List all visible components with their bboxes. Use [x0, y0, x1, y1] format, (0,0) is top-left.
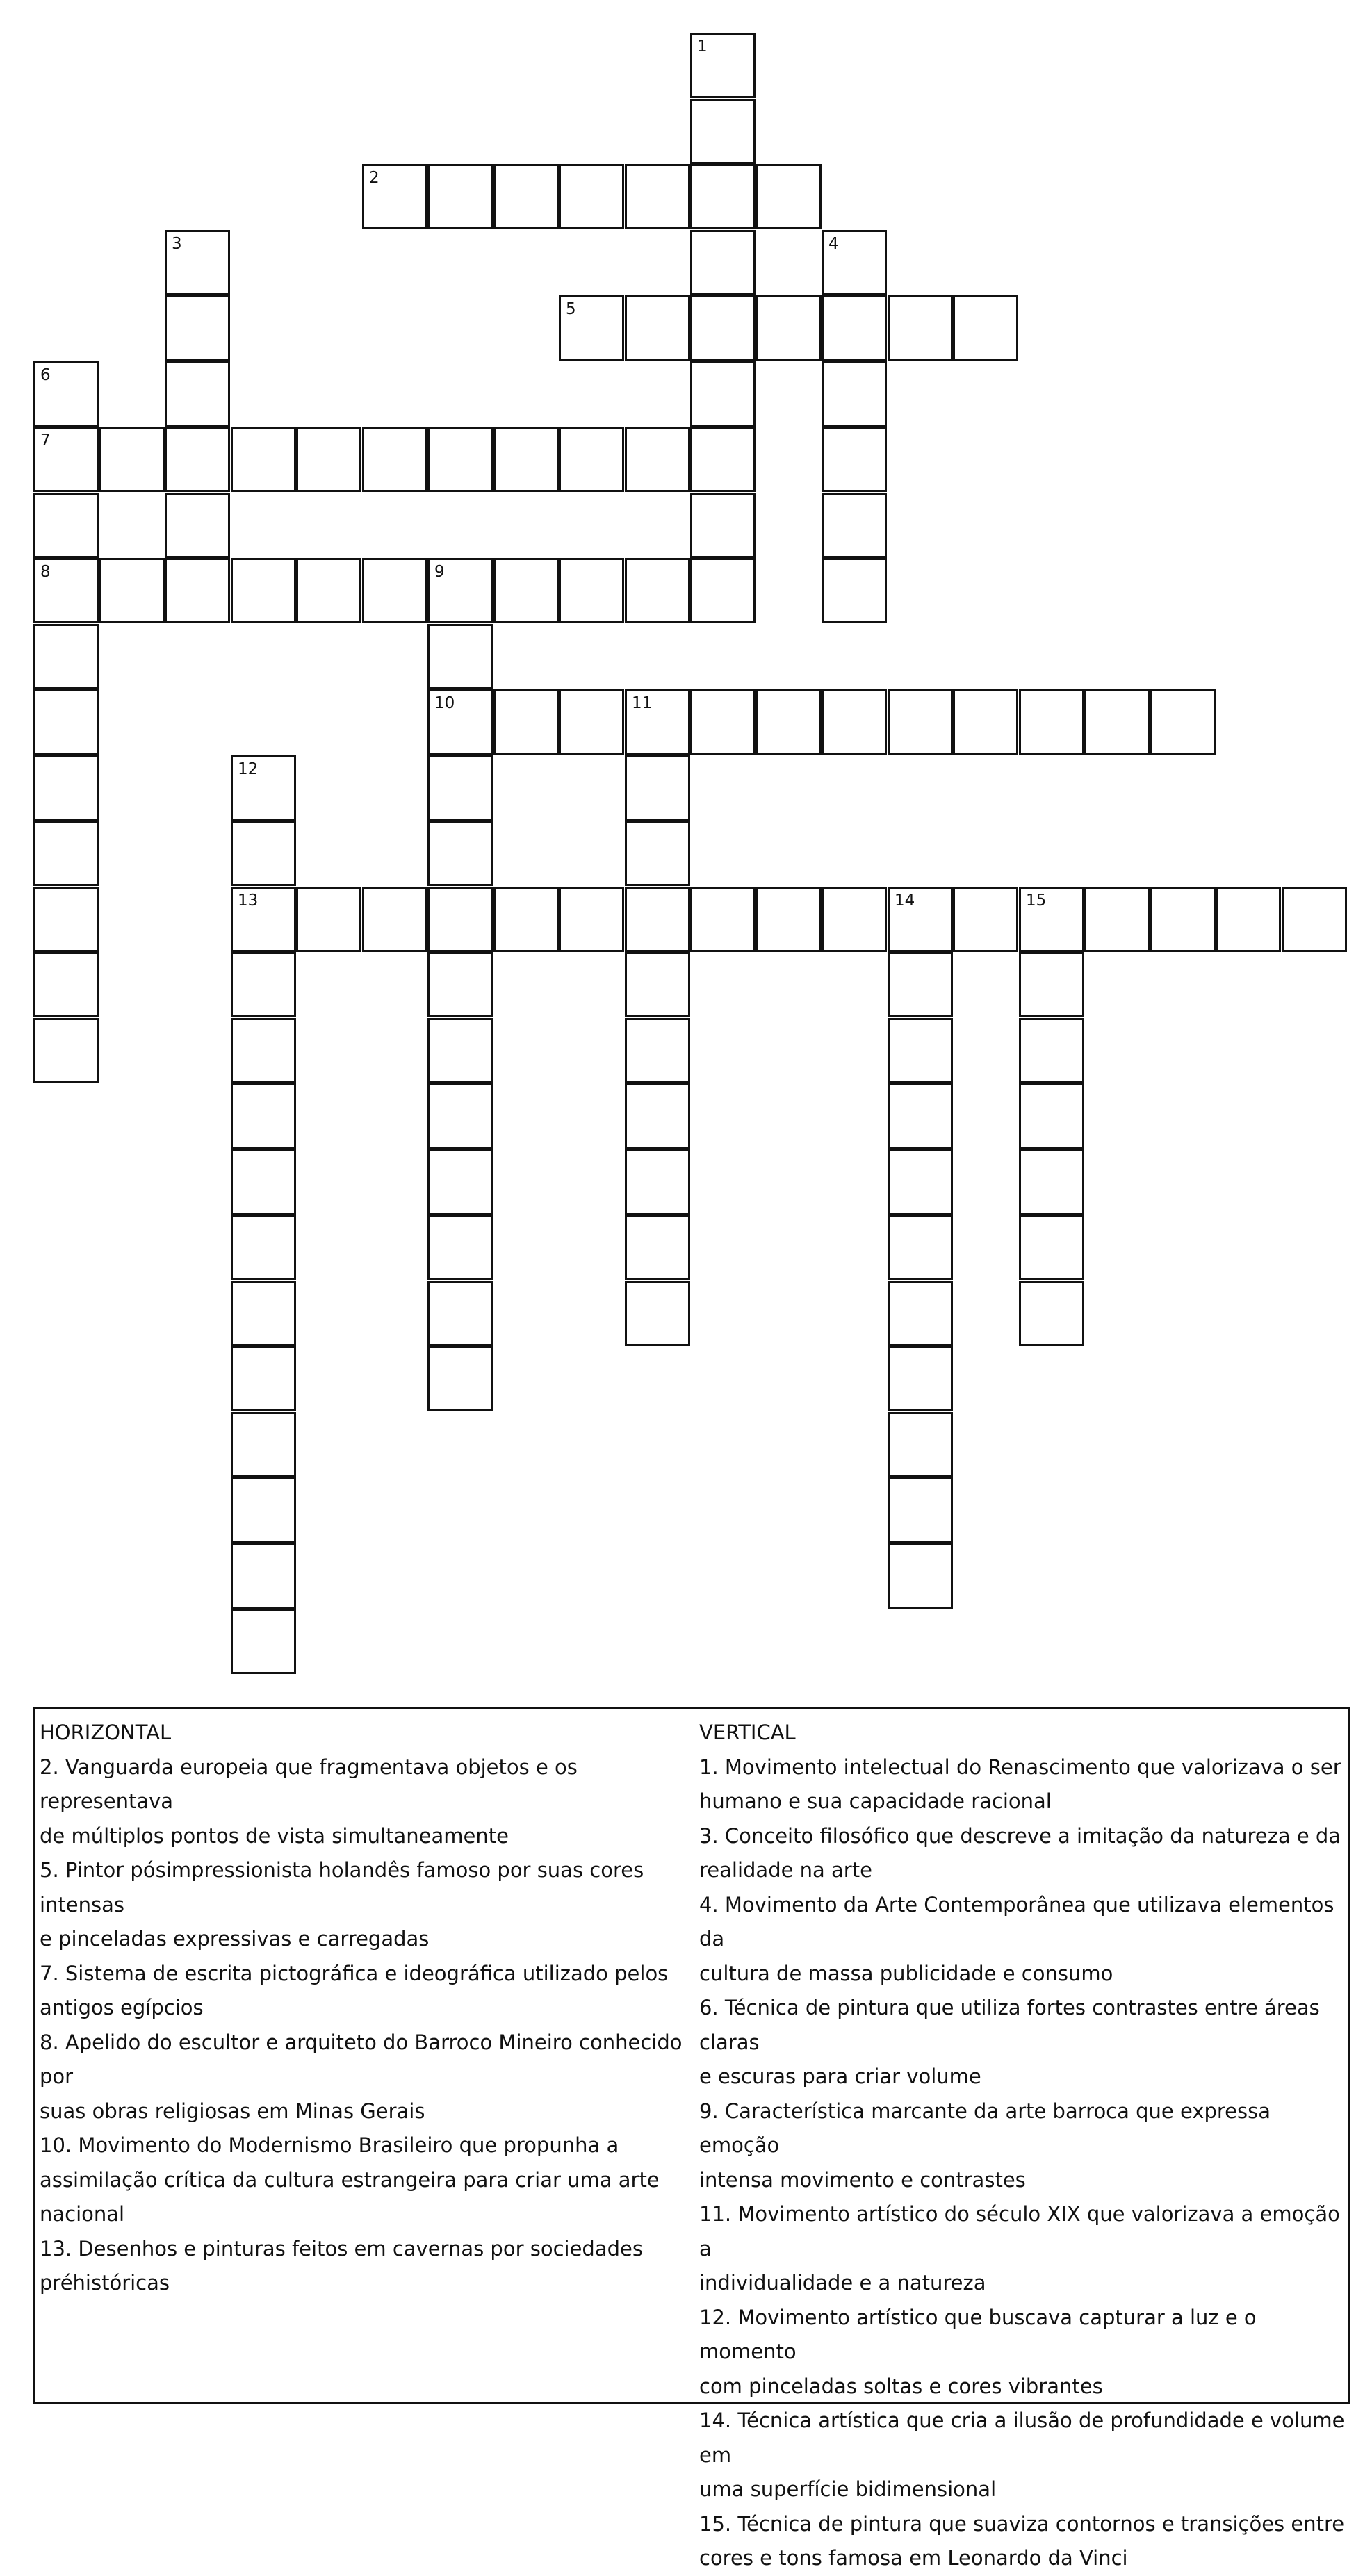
- grid-cell[interactable]: [625, 1215, 690, 1280]
- clue-line: e escuras para criar volume: [699, 2065, 981, 2088]
- grid-cell[interactable]: [1019, 1018, 1084, 1083]
- grid-cell[interactable]: [427, 1149, 493, 1215]
- clue-line: 7. Sistema de escrita pictográfica e ideográfica utilizado pelos: [40, 1961, 669, 1985]
- clue-line: com pinceladas soltas e cores vibrantes: [699, 2374, 1103, 2398]
- clue-line: e pinceladas expressivas e carregadas: [40, 1927, 430, 1951]
- grid-cell[interactable]: [231, 1018, 296, 1083]
- grid-cell[interactable]: [625, 1018, 690, 1083]
- grid-cell[interactable]: [427, 624, 493, 689]
- clue-line: 6. Técnica de pintura que utiliza fortes contrastes entre áreas claras: [699, 1996, 1320, 2054]
- grid-cell[interactable]: [625, 295, 690, 361]
- vertical-clues: [699, 1716, 1346, 2576]
- grid-cell[interactable]: [427, 427, 493, 492]
- clue-line: individualidade e a natureza: [699, 2271, 986, 2295]
- grid-cell[interactable]: [296, 558, 361, 623]
- grid-cell[interactable]: [165, 361, 230, 427]
- grid-cell[interactable]: [822, 558, 887, 623]
- grid-cell[interactable]: [888, 1149, 953, 1215]
- grid-cell[interactable]: [231, 1149, 296, 1215]
- grid-cell[interactable]: [427, 164, 493, 229]
- clue-v14: [699, 2404, 1346, 2507]
- grid-cell[interactable]: [888, 1215, 953, 1280]
- grid-cell[interactable]: [1019, 1083, 1084, 1149]
- grid-cell[interactable]: [296, 427, 361, 492]
- grid-cell[interactable]: [822, 689, 887, 755]
- clue-number: 13: [238, 892, 259, 910]
- clue-line: 10. Movimento do Modernismo Brasileiro que propunha a: [40, 2133, 619, 2157]
- grid-cell[interactable]: [888, 1477, 953, 1543]
- clue-line: antigos egípcios: [40, 1996, 204, 2019]
- grid-cell[interactable]: [33, 1018, 99, 1083]
- grid-cell[interactable]: [690, 99, 756, 164]
- grid-cell[interactable]: [427, 887, 493, 952]
- grid-cell[interactable]: [231, 821, 296, 886]
- grid-cell[interactable]: [1019, 689, 1084, 755]
- clue-line: 1. Movimento intelectual do Renascimento que valorizava o ser: [699, 1755, 1341, 1779]
- clue-number: 12: [238, 760, 259, 778]
- grid-cell[interactable]: [427, 1346, 493, 1411]
- grid-cell[interactable]: [427, 1018, 493, 1083]
- clue-line: humano e sua capacidade racional: [699, 1789, 1052, 1813]
- clue-line: 3. Conceito filosófico que descreve a imitação da natureza e da: [699, 1823, 1341, 1848]
- clue-number: 1: [697, 38, 708, 56]
- clue-v11: [699, 2197, 1346, 2301]
- grid-cell[interactable]: [822, 887, 887, 952]
- grid-cell[interactable]: [231, 1543, 296, 1609]
- grid-cell[interactable]: [690, 427, 756, 492]
- grid-cell[interactable]: [625, 164, 690, 229]
- grid-cell[interactable]: [493, 689, 559, 755]
- grid-cell[interactable]: [231, 427, 296, 492]
- clue-line: 8. Apelido do escultor e arquiteto do Barroco Mineiro conhecido por: [40, 2030, 683, 2088]
- clue-line: cultura de massa publicidade e consumo: [699, 1961, 1113, 1985]
- grid-cell[interactable]: [1019, 1149, 1084, 1215]
- grid-cell[interactable]: [231, 1083, 296, 1149]
- grid-cell[interactable]: [231, 887, 296, 952]
- grid-cell[interactable]: [33, 689, 99, 755]
- clue-number: 10: [434, 694, 455, 712]
- clue-line: préhistóricas: [40, 2271, 170, 2295]
- clue-line: assimilação crítica da cultura estrangeira para criar uma arte: [40, 2167, 660, 2192]
- grid-cell[interactable]: [296, 887, 361, 952]
- grid-cell[interactable]: [690, 295, 756, 361]
- grid-cell[interactable]: [33, 558, 99, 623]
- clue-line: 5. Pintor pósimpressionista holandês famoso por suas cores intensas: [40, 1858, 644, 1917]
- clue-h5: [40, 1853, 700, 1957]
- grid-cell[interactable]: [888, 1412, 953, 1477]
- clue-number: 3: [172, 235, 182, 253]
- grid-cell[interactable]: [165, 295, 230, 361]
- clue-v3: [699, 1819, 1346, 1888]
- horizontal-heading: HORIZONTAL: [40, 1721, 172, 1744]
- grid-cell[interactable]: [33, 887, 99, 952]
- grid-cell[interactable]: [625, 952, 690, 1017]
- grid-cell[interactable]: [33, 427, 99, 492]
- grid-cell[interactable]: [165, 558, 230, 623]
- grid-cell[interactable]: [99, 427, 165, 492]
- clue-line: de múltiplos pontos de vista simultaneamente: [40, 1823, 509, 1848]
- grid-cell[interactable]: [625, 558, 690, 623]
- clue-line: 2. Vanguarda europeia que fragmentava objetos e os representava: [40, 1755, 578, 1813]
- grid-cell[interactable]: [625, 887, 690, 952]
- grid-cell[interactable]: [690, 689, 756, 755]
- clue-number: 2: [369, 169, 379, 187]
- grid-cell[interactable]: [888, 1018, 953, 1083]
- grid-cell[interactable]: [690, 33, 756, 98]
- vertical-heading: VERTICAL: [699, 1721, 796, 1744]
- grid-cell[interactable]: [690, 230, 756, 295]
- clue-line: nacional: [40, 2202, 125, 2226]
- grid-cell[interactable]: [231, 1346, 296, 1411]
- grid-cell[interactable]: [559, 164, 624, 229]
- clue-number: 11: [632, 694, 653, 712]
- grid-cell[interactable]: [559, 887, 624, 952]
- grid-cell[interactable]: [953, 295, 1018, 361]
- grid-cell[interactable]: [625, 1281, 690, 1346]
- grid-cell[interactable]: [625, 689, 690, 755]
- grid-cell[interactable]: [493, 164, 559, 229]
- clue-number: 4: [828, 235, 839, 253]
- grid-cell[interactable]: [888, 689, 953, 755]
- grid-cell[interactable]: [33, 624, 99, 689]
- clue-v15: [699, 2507, 1346, 2576]
- grid-cell[interactable]: [756, 887, 822, 952]
- clue-line: suas obras religiosas em Minas Gerais: [40, 2099, 425, 2123]
- grid-cell[interactable]: [822, 230, 887, 295]
- grid-cell[interactable]: [822, 493, 887, 558]
- grid-cell[interactable]: [99, 558, 165, 623]
- grid-cell[interactable]: [33, 952, 99, 1017]
- clue-line: cores e tons famosa em Leonardo da Vinci: [699, 2546, 1128, 2570]
- grid-cell[interactable]: [953, 887, 1018, 952]
- horizontal-clues: [40, 1716, 700, 2301]
- grid-cell[interactable]: [427, 558, 493, 623]
- grid-cell[interactable]: [231, 755, 296, 821]
- grid-cell[interactable]: [625, 427, 690, 492]
- clue-line: intensa movimento e contrastes: [699, 2167, 1026, 2192]
- grid-cell[interactable]: [362, 558, 427, 623]
- grid-cell[interactable]: [822, 427, 887, 492]
- grid-cell[interactable]: [690, 493, 756, 558]
- grid-cell[interactable]: [362, 164, 427, 229]
- clue-line: 13. Desenhos e pinturas feitos em cavernas por sociedades: [40, 2236, 643, 2261]
- grid-cell[interactable]: [1150, 689, 1216, 755]
- clue-h8: [40, 2026, 700, 2129]
- grid-cell[interactable]: [559, 295, 624, 361]
- clue-line: 11. Movimento artístico do século XIX que valorizava a emoção a: [699, 2202, 1340, 2261]
- grid-cell[interactable]: [1282, 887, 1347, 952]
- grid-cell[interactable]: [888, 1083, 953, 1149]
- grid-cell[interactable]: [362, 887, 427, 952]
- clue-h10: [40, 2128, 700, 2232]
- clue-number: 6: [40, 366, 51, 384]
- grid-cell[interactable]: [888, 887, 953, 952]
- clue-line: 12. Movimento artístico que buscava capturar a luz e o momento: [699, 2305, 1257, 2363]
- grid-cell[interactable]: [625, 1083, 690, 1149]
- grid-cell[interactable]: [33, 755, 99, 821]
- clue-line: 15. Técnica de pintura que suaviza contornos e transições entre: [699, 2511, 1345, 2536]
- grid-cell[interactable]: [559, 689, 624, 755]
- grid-cell[interactable]: [362, 427, 427, 492]
- grid-cell[interactable]: [33, 821, 99, 886]
- clue-v6: [699, 1991, 1346, 2094]
- clue-h7: [40, 1957, 700, 2026]
- grid-cell[interactable]: [822, 361, 887, 427]
- grid-cell[interactable]: [559, 558, 624, 623]
- grid-cell[interactable]: [888, 952, 953, 1017]
- clue-line: 14. Técnica artística que cria a ilusão de profundidade e volume em: [699, 2409, 1345, 2467]
- grid-cell[interactable]: [165, 493, 230, 558]
- clue-number: 8: [40, 563, 51, 581]
- grid-cell[interactable]: [1084, 887, 1150, 952]
- grid-cell[interactable]: [427, 1215, 493, 1280]
- clue-v1: [699, 1750, 1346, 1819]
- grid-cell[interactable]: [690, 164, 756, 229]
- clue-v9: [699, 2094, 1346, 2198]
- clue-h2: [40, 1750, 700, 1854]
- grid-cell[interactable]: [690, 887, 756, 952]
- grid-cell[interactable]: [888, 1281, 953, 1346]
- clue-line: 9. Característica marcante da arte barroca que expressa emoção: [699, 2099, 1271, 2157]
- clues-box: [33, 1707, 1350, 2570]
- clue-v4: [699, 1888, 1346, 1992]
- grid-cell[interactable]: [1019, 952, 1084, 1017]
- grid-cell[interactable]: [33, 361, 99, 427]
- grid-cell[interactable]: [1019, 1281, 1084, 1346]
- grid-cell[interactable]: [1216, 887, 1281, 952]
- grid-cell[interactable]: [231, 1609, 296, 1674]
- clue-number: 14: [895, 892, 915, 910]
- grid-cell[interactable]: [888, 1346, 953, 1411]
- grid-cell[interactable]: [231, 1215, 296, 1280]
- grid-cell[interactable]: [1019, 1215, 1084, 1280]
- grid-cell[interactable]: [427, 952, 493, 1017]
- grid-cell[interactable]: [231, 1412, 296, 1477]
- grid-cell[interactable]: [427, 689, 493, 755]
- grid-cell[interactable]: [427, 1281, 493, 1346]
- grid-cell[interactable]: [427, 1083, 493, 1149]
- grid-cell[interactable]: [822, 295, 887, 361]
- grid-cell[interactable]: [231, 952, 296, 1017]
- grid-cell[interactable]: [888, 1543, 953, 1609]
- grid-cell[interactable]: [625, 821, 690, 886]
- grid-cell[interactable]: [625, 755, 690, 821]
- clue-number: 9: [434, 563, 445, 581]
- grid-cell[interactable]: [756, 164, 822, 229]
- clue-number: 7: [40, 432, 51, 450]
- grid-cell[interactable]: [165, 427, 230, 492]
- grid-cell[interactable]: [165, 230, 230, 295]
- grid-cell[interactable]: [231, 1477, 296, 1543]
- clue-h13: [40, 2232, 700, 2301]
- grid-cell[interactable]: [427, 821, 493, 886]
- grid-cell[interactable]: [231, 558, 296, 623]
- grid-cell[interactable]: [559, 427, 624, 492]
- clue-number: 15: [1026, 892, 1047, 910]
- grid-cell[interactable]: [625, 1149, 690, 1215]
- grid-cell[interactable]: [493, 558, 559, 623]
- grid-cell[interactable]: [690, 558, 756, 623]
- grid-cell[interactable]: [1150, 887, 1216, 952]
- grid-cell[interactable]: [493, 427, 559, 492]
- clue-line: 4. Movimento da Arte Contemporânea que utilizava elementos da: [699, 1892, 1334, 1951]
- grid-cell[interactable]: [1019, 887, 1084, 952]
- grid-cell[interactable]: [756, 689, 822, 755]
- grid-cell[interactable]: [756, 295, 822, 361]
- grid-cell[interactable]: [888, 295, 953, 361]
- clue-line: realidade na arte: [699, 1858, 872, 1882]
- grid-cell[interactable]: [1084, 689, 1150, 755]
- grid-cell[interactable]: [33, 493, 99, 558]
- clue-v12: [699, 2301, 1346, 2404]
- grid-cell[interactable]: [690, 361, 756, 427]
- grid-cell[interactable]: [953, 689, 1018, 755]
- grid-cell[interactable]: [427, 755, 493, 821]
- grid-cell[interactable]: [231, 1281, 296, 1346]
- clue-number: 5: [566, 300, 576, 318]
- clue-line: uma superfície bidimensional: [699, 2477, 997, 2501]
- grid-cell[interactable]: [493, 887, 559, 952]
